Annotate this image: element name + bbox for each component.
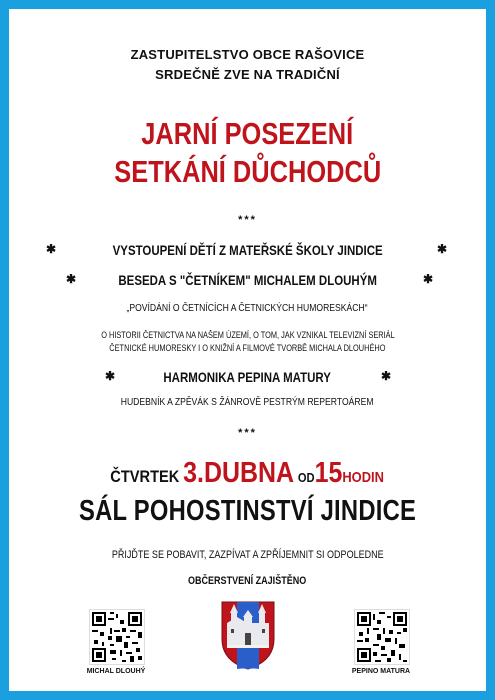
- qr-label-right: PEPINO MATURA: [351, 668, 411, 675]
- description-text: HUDEBNÍK A ZPĚVÁK S ŽÁNROVĚ PESTRÝM REPERTOÁREM: [121, 396, 374, 408]
- refreshments-note: [9, 575, 486, 587]
- qr-code-icon: [90, 610, 144, 664]
- separator-bottom: ***: [238, 427, 257, 439]
- invitation-line: SRDEČNĚ ZVE NA TRADIČNÍ: [155, 67, 340, 82]
- qr-code-pepino-matura[interactable]: [354, 609, 410, 665]
- refreshments-text: OBČERSTVENÍ ZAJIŠTĚNO: [188, 575, 307, 587]
- venue: [9, 495, 486, 528]
- hours-label: HODIN: [342, 469, 385, 486]
- qr-code-icon: [355, 610, 409, 664]
- from-label: OD: [298, 470, 315, 485]
- program-item-2-description: [9, 329, 486, 355]
- description-line-2: ČETNICKÉ HUMORESKY I O KNIŽNÍ A FILMOVÉ TVORBĚ MICHALA DLOUHÉHO: [109, 343, 386, 353]
- program-item-3-text: HARMONIKA PEPINA MATURY: [163, 369, 332, 385]
- venue-text: SÁL POHOSTINSTVÍ JINDICE: [78, 495, 417, 527]
- program-item-3: [9, 369, 486, 385]
- crest-icon: [219, 599, 277, 671]
- hour: 15: [314, 457, 343, 489]
- qr-label-left: MICHAL DLOUHÝ: [86, 668, 146, 675]
- quote-text: „POVÍDÁNÍ O ČETNÍCÍCH A ČETNICKÝCH HUMORESKÁCH“: [126, 302, 369, 314]
- title-line-1: JARNÍ POSEZENÍ: [141, 116, 354, 151]
- date: 3.DUBNA: [183, 457, 295, 489]
- invite-line: PŘIJĎTE SE POBAVIT, ZAZPÍVAT A ZPŘÍJEMNIT SI ODPOLEDNE: [111, 549, 384, 561]
- bullet-icon: ✱: [46, 242, 57, 256]
- program-item-2-text: BESEDA S "ČETNÍKEM" MICHALEM DLOUHÝM: [118, 272, 377, 288]
- program-item-1-text: VYSTOUPENÍ DĚTÍ Z MATEŘSKÉ ŠKOLY JINDICE: [112, 242, 383, 258]
- bullet-icon: ✱: [380, 369, 391, 383]
- weekday: ČTVRTEK: [110, 467, 180, 486]
- organizer-line: ZASTUPITELSTVO OBCE RAŠOVICE: [130, 47, 365, 62]
- event-date-time: [9, 457, 486, 490]
- bullet-icon: ✱: [105, 369, 116, 383]
- bullet-icon: ✱: [66, 272, 77, 286]
- bullet-icon: ✱: [422, 272, 433, 286]
- qr-code-michal-dlouhy[interactable]: [89, 609, 145, 665]
- program-item-3-description: [9, 396, 486, 408]
- poster: [9, 9, 486, 691]
- invite-text: [9, 549, 486, 561]
- title-line-2: SETKÁNÍ DŮCHODCŮ: [114, 154, 381, 189]
- program-item-1: [9, 242, 486, 258]
- program-item-2-quote: [9, 302, 486, 314]
- event-title: [9, 115, 486, 191]
- municipal-crest: [219, 599, 277, 671]
- program-item-2: [9, 272, 486, 288]
- intro: [9, 45, 486, 85]
- bullet-icon: ✱: [436, 242, 447, 256]
- description-line-1: O HISTORII ČETNICTVA NA NAŠEM ÚZEMÍ, O TOM, JAK VZNIKAL TELEVIZNÍ SERIÁL: [100, 330, 395, 340]
- separator-top: ***: [238, 214, 257, 226]
